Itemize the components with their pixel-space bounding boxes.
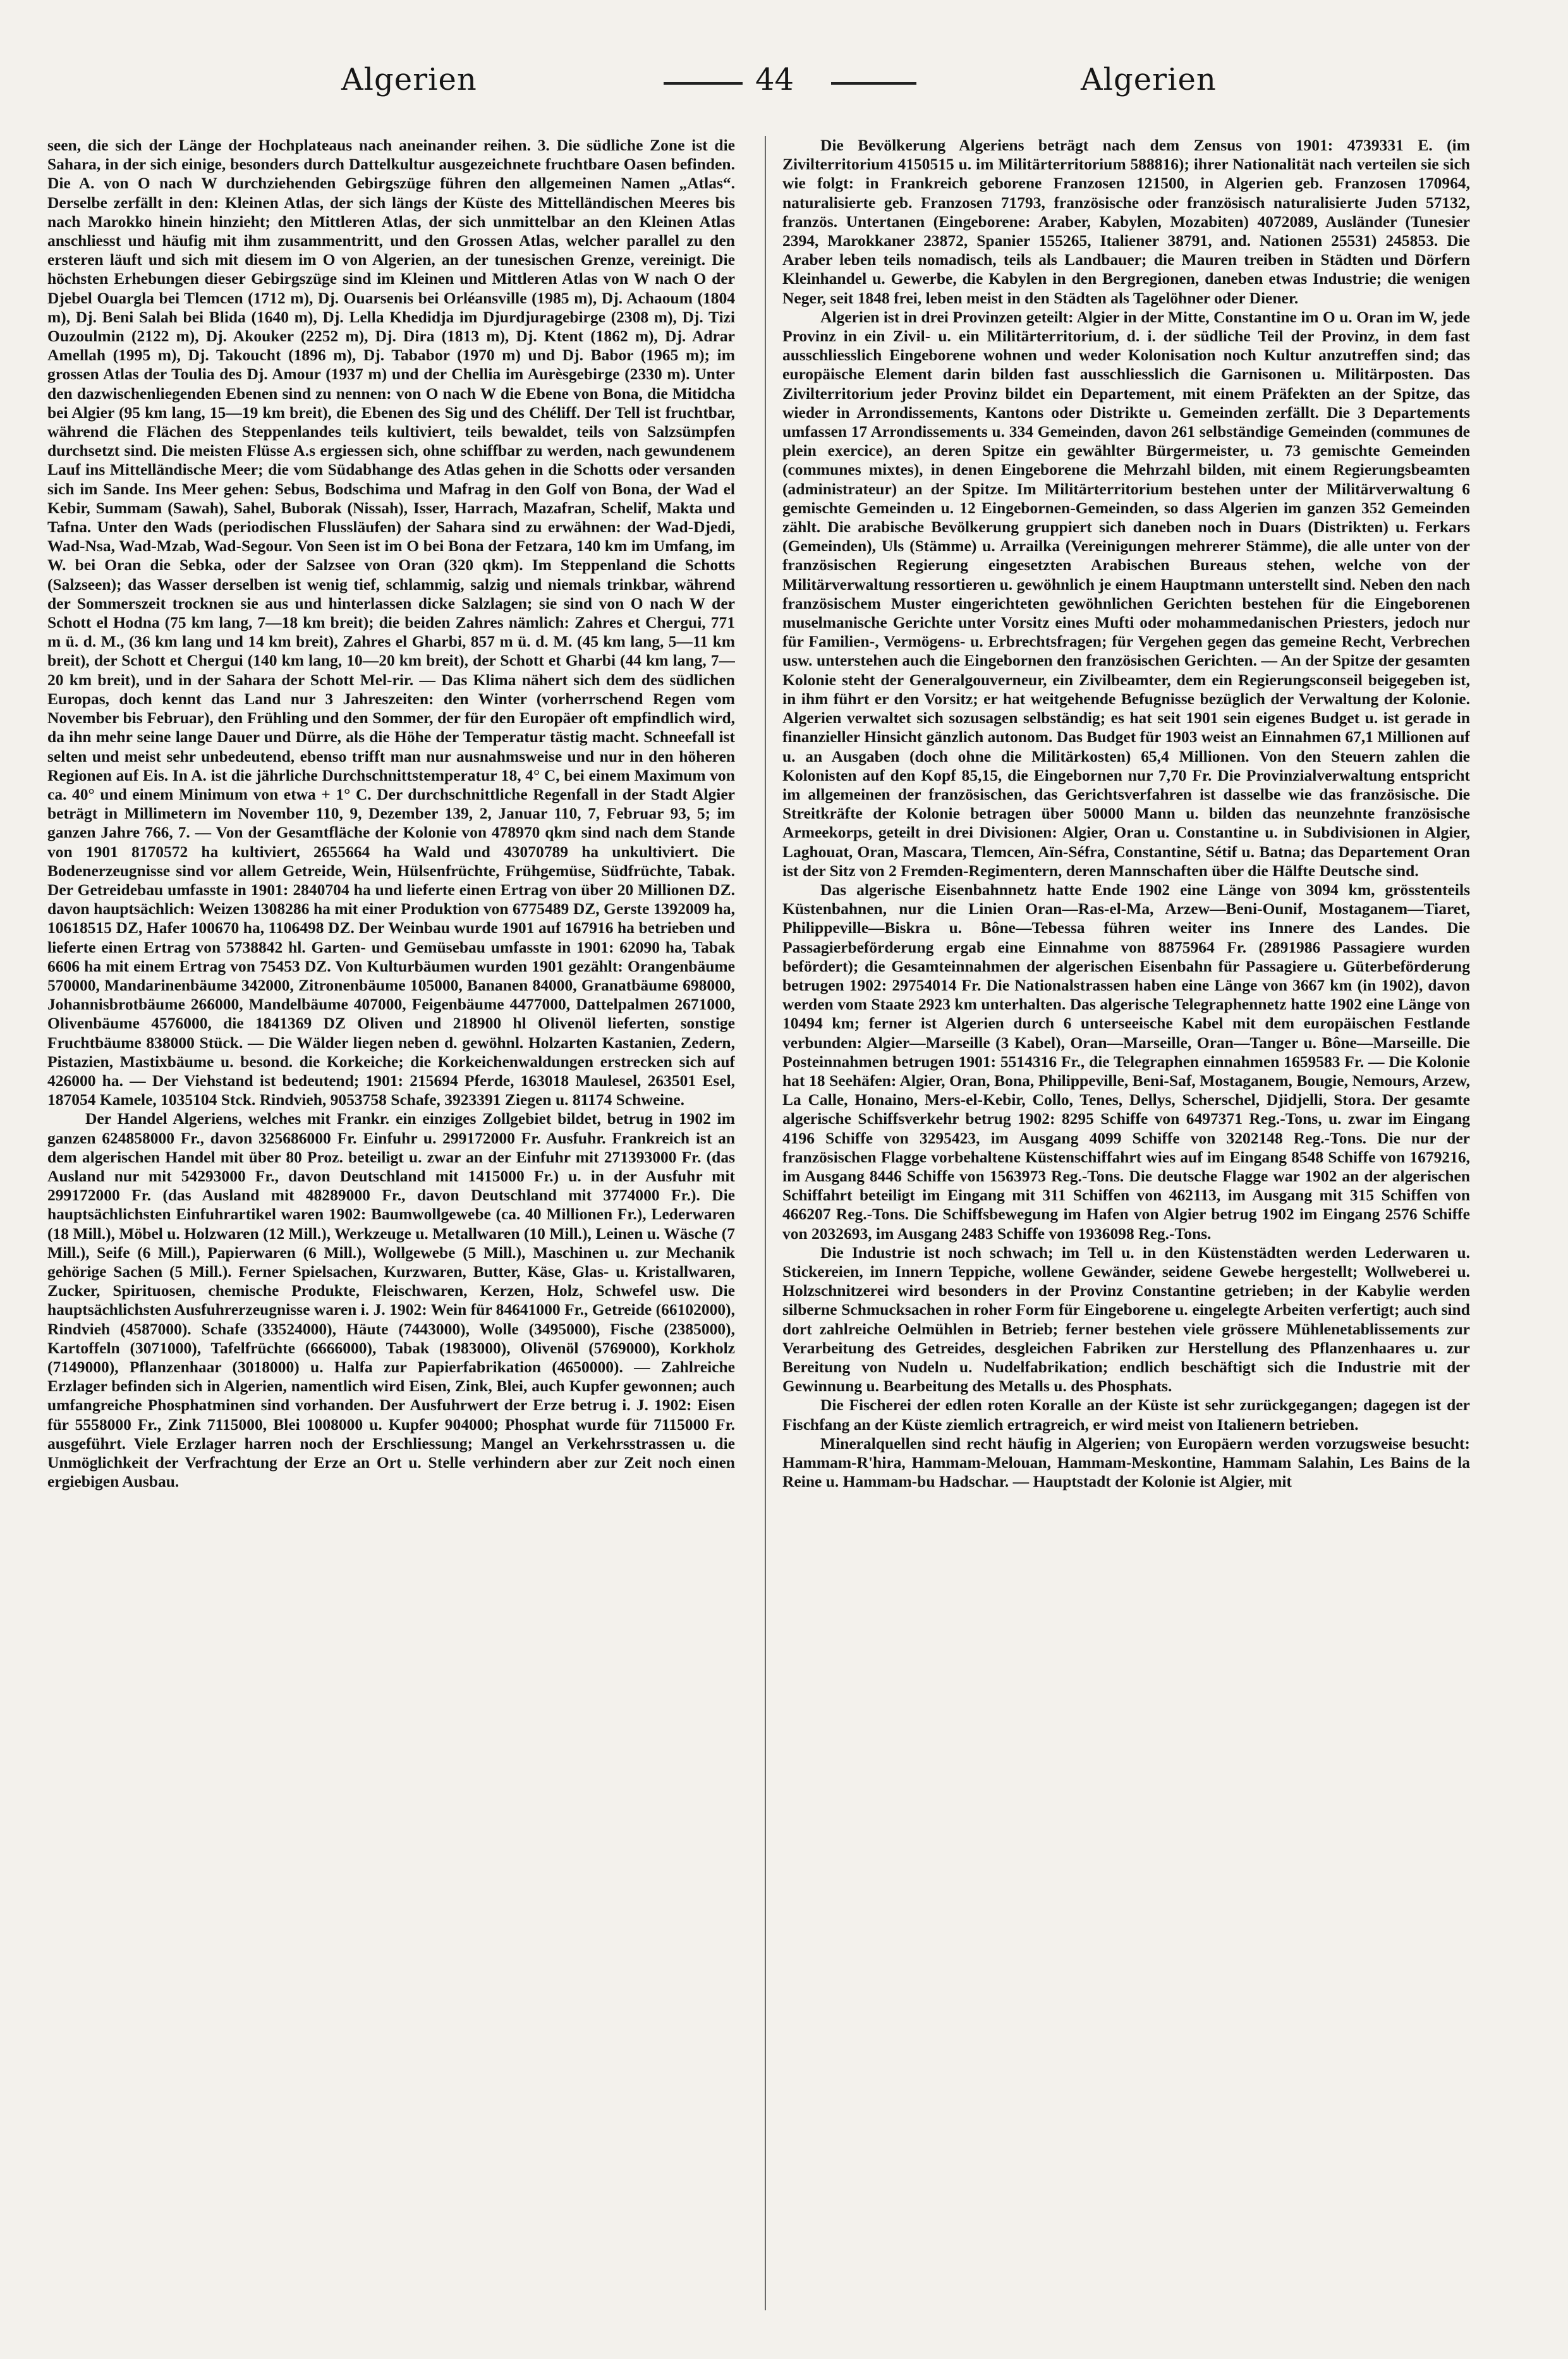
paragraph-geography-climate-agriculture: seen, die sich der Länge der Hochplateaus nach aneinander reihen. 3. Die südliche Zone ist die Sahara, in der sich einige, besonders durch Dattelkultur ausgezeichnete fruchtbare Oasen befinden. Die A. von O nach W durchziehenden Gebirgszüge führen den allgemeinen Namen „Atlas“. Derselbe zerfällt in den: Kleinen Atlas, der sich längs der Küste des Mittelländischen Meeres bis nach Marokko hinein hinzieht; den Mittleren Atlas, der sich unmittelbar an den Kleinen Atlas anschliesst und häufig mit ihm zusammentritt, und den Grossen Atlas, welcher parallel zu den ersteren läuft und sich mit diesem im O von Algerien, an der tunesischen Grenze, vereinigt. Die höchsten Erhebungen dieser Gebirgszüge sind im Kleinen und Mittleren Atlas von W nach O der Djebel Ouargla bei Tlemcen (1712 m), Dj. Ouarsenis bei Orléansville (1985 m), Dj. Achaoum (1804 m), Dj. Beni Salah bei Blida (1640 m), Dj. Lella Khedidja im Djurdjuragebirge (2308 m), Dj. Tizi Ouzoulmin (2122 m), Dj. Akouker (2252 m), Dj. Dira (1813 m), Dj. Ktent (1862 m), Dj. Adrar Amellah (1995 m), Dj. Takoucht (1896 m), Dj. Tababor (1970 m) und Dj. Babor (1965 m); im grossen Atlas der Toulia des Dj. Amour (1937 m) und der Chellia im Aurèsgebirge (2330 m). Unter den dazwischenliegenden Ebenen sind zu nennen: von O nach W die Ebene von Bona, die Mitidcha bei Algier (95 km lang, 15—19 km breit), die Ebenen des Sig und des Chéliff. Der Tell ist fruchtbar, während die Flächen des Steppenlandes teils kultiviert, teils bewaldet, teils von Salzsümpfen durchsetzt sind. Die meisten Flüsse A.s ergiessen sich, ohne schiffbar zu werden, nach gewundenem Lauf ins Mittelländische Meer; die vom Südabhange des Atlas gehen in die Schotts oder versanden sich im Sande. Ins Meer gehen: Sebus, Bodschima und Mafrag in den Golf von Bona, der Wad el Kebir, Summam (Sawah), Sahel, Buborak (Nissah), Isser, Harrach, Mazafran, Schelif, Makta und Tafna. Unter den Wads (periodischen Flussläufen) der Sahara sind zu erwähnen: der Wad-Djedi, Wad-Nsa, Wad-Mzab, Wad-Segour. Von Seen ist im O bei Bona der Fetzara, 140 km im Umfang, im W. bei Oran die Sebka, oder der Salzsee von Oran (320 qkm). Im Steppenland die Schotts (Salzseen); das Wasser derselben ist wenig tief, schlammig, salzig und niemals trinkbar, während der Sommerszeit trocknen sie aus und hinterlassen dicke Salzlagen; sie sind von O nach W der Schott el Hodna (75 km lang, 7—18 km breit); die beiden Zahres nämlich: Zahres et Chergui, 771 m ü. d. M., (36 km lang und 14 km breit), Zahres el Gharbi, 857 m ü. d. M. (45 km lang, 5—11 km breit), der Schott et Chergui (140 km lang, 10—20 km breit), der Schott et Gharbi (44 km lang, 7—20 km breit), und in der Sahara der Schott Mel-rir. — Das Klima nähert sich dem des südlichen Europas, doch kennt das Land nur 3 Jahreszeiten: den Winter (vorherrschend Regen vom November bis Februar), den Frühling und den Sommer, der für den Europäer oft empfindlich wird, da ihn mehr seine lange Dauer und Dürre, als die Höhe der Temperatur tästig macht. Schneefall ist selten und meist sehr unbedeutend, ebenso trifft man nur ausnahmsweise und nur in den höheren Regionen auf Eis. In A. ist die jährliche Durchschnittstemperatur 18, 4° C, bei einem Maximum von ca. 40° und einem Minimum von etwa + 1° C. Der durchschnittliche Regenfall in der Stadt Algier beträgt in Millimetern im November 110, 9, Dezember 139, 2, Januar 110, 7, Februar 93, 5; im ganzen Jahre 766, 7. — Von der Gesamtfläche der Kolonie von 478970 qkm sind nach dem Stande von 1901 8170572 ha kultiviert, 2655664 ha Wald und 43070789 ha unkultiviert. Die Bodenerzeugnisse sind vor allem Getreide, Wein, Hülsenfrüchte, Frühgemüse, Südfrüchte, Tabak. Der Getreidebau umfasste in 1901: 2840704 ha und lieferte einen Ertrag von über 20 Millionen DZ. davon hauptsächlich: Weizen 1308286 ha mit einer Produktion von 6775489 DZ, Gerste 1392009 ha, 10618515 DZ, Hafer 100670 ha, 1106498 DZ. Der Weinbau wurde 1901 auf 167916 ha betrieben und lieferte einen Ertrag von 5738842 hl. Garten- und Gemüsebau umfasste in 1901: 62090 ha, Tabak 6606 ha mit einem Ertrag von 75453 DZ. Von Kulturbäumen wurden 1901 gezählt: Orangenbäume 570000, Mandarinenbäume 342000, Zitronenbäume 105000, Bananen 84000, Granatbäume 698000, Johannisbrotbäume 266000, Mandelbäume 407000, Feigenbäume 4477000, Dattelpalmen 2671000, Olivenbäume 4576000, die 1841369 DZ Oliven und 218900 hl Olivenöl lieferten, sonstige Fruchtbäume 838000 Stück. — Die Wälder liegen neben d. gewöhnl. Holzarten Kastanien, Zedern, Pistazien, Mastixbäume u. besond. die Korkeiche; die Korkeichenwaldungen erstrecken sich auf 426000 ha. — Der Viehstand ist bedeutend; 1901: 215694 Pferde, 163018 Maulesel, 263501 Esel, 187054 Kamele, 1035104 Stck. Rindvieh, 9053758 Schafe, 3923391 Ziegen u. 81174 Schweine.: [47, 136, 735, 1109]
header-rule-left: [664, 82, 743, 85]
paragraph-fishery: Die Fischerei der edlen roten Koralle an der Küste ist sehr zurückgegangen; dagegen ist der Fischfang an der Küste ziemlich ertragreich, er wird meist von Italienern betrieben.: [782, 1396, 1470, 1434]
paragraph-trade: Der Handel Algeriens, welches mit Frankr. ein einziges Zollgebiet bildet, betrug in 1902 im ganzen 624858000 Fr., davon 325686000 Fr. Einfuhr u. 299172000 Fr. Ausfuhr. Frankreich ist an dem algerischen Handel mit über 80 Proz. beteiligt u. zwar an der Einfuhr mit 271393000 Fr. (das Ausland nur mit 54293000 Fr., davon Deutschland mit 1415000 Fr.) u. in der Ausfuhr mit 299172000 Fr. (das Ausland mit 48289000 Fr., davon Deutschland mit 3774000 Fr.). Die hauptsächlichsten Einfuhrartikel waren 1902: Baumwollgewebe (ca. 40 Millionen Fr.), Lederwaren (18 Mill.), Möbel u. Holzwaren (12 Mill.), Werkzeuge u. Metallwaren (10 Mill.), Leinen u. Wäsche (7 Mill.), Seife (6 Mill.), Papierwaren (6 Mill.), Wollgewebe (5 Mill.), Maschinen u. zur Mechanik gehörige Sachen (5 Mill.). Ferner Spielsachen, Kurzwaren, Butter, Käse, Glas- u. Kristallwaren, Zucker, Spirituosen, chemische Produkte, Fleischwaren, Kerzen, Holz, Schwefel usw. Die hauptsächlichsten Ausfuhrerzeugnisse waren i. J. 1902: Wein für 84641000 Fr., Getreide (66102000), Rindvieh (4587000). Schafe (33524000), Häute (7443000), Wolle (3495000), Fische (2385000), Kartoffeln (3071000), Tafelfrüchte (6666000), Tabak (1983000), Olivenöl (5769000), Korkholz (7149000), Pflanzenhaar (3018000) u. Halfa zur Papierfabrikation (4650000). — Zahlreiche Erzlager befinden sich in Algerien, namentlich wird Eisen, Zink, Blei, auch Kupfer gewonnen; auch umfangreiche Phosphatminen sind vorhanden. Der Ausfuhrwert der Erze betrug i. J. 1902: Eisen für 5558000 Fr., Zink 7115000, Blei 1008000 u. Kupfer 904000; Phosphat wurde für 7115000 Fr. ausgeführt. Viele Erzlager harren noch der Erschliessung; Mangel an Verkehrsstrassen u. die Unmöglichkeit der Verfrachtung der Erze an Ort u. Stelle verhindern aber zur Zeit noch einen ergiebigen Ausbau.: [47, 1109, 735, 1491]
header-left-title: Algerien: [341, 62, 477, 97]
right-column: [782, 136, 1470, 2310]
paragraph-mineral-springs: Mineralquellen sind recht häufig in Algerien; von Europäern werden vorzugsweise besucht: Hammam-R'hira, Hammam-Melouan, Hammam-Meskontine, Hammam Salahin, Les Bains de la Reine u. Hammam-bu Hadschar. — Hauptstadt der Kolonie ist Algier, mit: [782, 1434, 1470, 1491]
paragraph-population: Die Bevölkerung Algeriens beträgt nach dem Zensus von 1901: 4739331 E. (im Zivilterritorium 4150515 u. im Militärterritorium 588816); ihrer Nationalität nach verteilen sie sich wie folgt: in Frankreich geborene Franzosen 121500, in Algerien geb. Franzosen 170964, naturalisierte geb. Franzosen 71793, französische oder französisch naturalisierte Juden 57132, französ. Untertanen (Eingeborene: Araber, Kabylen, Mozabiten) 4072089, Ausländer (Tunesier 2394, Marokkaner 23872, Spanier 155265, Italiener 38791, and. Nationen 25531) 245853. Die Araber leben teils nomadisch, teils als Landbauer; die Mauren treiben in Städten und Dörfern Kleinhandel u. Gewerbe, die Kabylen in den Bergregionen, daneben etwas Industrie; die wenigen Neger, seit 1848 frei, leben meist in den Städten als Tagelöhner oder Diener.: [782, 136, 1470, 307]
paragraph-industry: Die Industrie ist noch schwach; im Tell u. in den Küstenstädten werden Lederwaren u. Stickereien, im Innern Teppiche, wollene Gewänder, seidene Gewebe hergestellt; Wollweberei u. Holzschnitzerei wird besonders in der Provinz Constantine getrieben; in der Kabylie werden silberne Schmucksachen in roher Form für Eingeborene u. eingelegte Arbeiten verfertigt; auch sind dort zahlreiche Oelmühlen in Betrieb; ferner bestehen viele grössere Mühlenetablissements zur Verarbeitung des Getreides, desgleichen Fabriken zur Herstellung des Pflanzenhaares u. zur Bereitung von Nudeln u. Nudelfabrikation; endlich beschäftigt sich die Industrie mit der Gewinnung u. Bearbeitung des Metalls u. des Phosphats.: [782, 1243, 1470, 1396]
left-column: [47, 136, 735, 2310]
running-header: [44, 56, 1220, 113]
paragraph-transport: Das algerische Eisenbahnnetz hatte Ende 1902 eine Länge von 3094 km, grösstenteils Küstenbahnen, nur die Linien Oran—Ras-el-Ma, Arzew—Beni-Ounif, Mostaganem—Tiaret, Philippeville—Biskra u. Bône—Tebessa führen weiter ins Innere des Landes. Die Passagierbeförderung ergab eine Einnahme von 8875964 Fr. (2891986 Passagiere wurden befördert); die Gesamteinnahmen der algerischen Eisenbahn für Passagiere u. Güterbeförderung betrugen 1902: 29754014 Fr. Die Nationalstrassen haben eine Länge von 3667 km (in 1902), davon werden vom Staate 2923 km unterhalten. Das algerische Telegraphennetz hatte 1902 eine Länge von 10494 km; ferner ist Algerien durch 6 unterseeische Kabel mit dem europäischen Festlande verbunden: Algier—Marseille (3 Kabel), Oran—Marseille, Oran—Tanger u. Bône—Marseille. Die Posteinnahmen betrugen 1901: 5514316 Fr., die Telegraphen einnahmen 1659583 Fr. — Die Kolonie hat 18 Seehäfen: Algier, Oran, Bona, Philippeville, Beni-Saf, Mostaganem, Bougie, Nemours, Arzew, La Calle, Honaino, Mers-el-Kebir, Collo, Tenes, Dellys, Scherschel, Djidjelli, Stora. Der gesamte algerische Schiffsverkehr betrug 1902: 8295 Schiffe von 6497371 Reg.-Tons, u. zwar im Eingang 4196 Schiffe von 3295423, im Ausgang 4099 Schiffe von 3202148 Reg.-Tons. Die nur der französischen Flagge vorbehaltene Küstenschiffahrt wies auf im Eingang 8548 Schiffe von 1679216, im Ausgang 8446 Schiffe von 1563973 Reg.-Tons. Die deutsche Flagge war 1902 an der algerischen Schiffahrt beteiligt im Eingang mit 311 Schiffen von 462113, im Ausgang mit 315 Schiffen von 466207 Reg.-Tons. Die Schiffsbewegung im Hafen von Algier betrug 1902 im Eingang 2576 Schiffe von 2032693, im Ausgang 2483 Schiffe von 1936098 Reg.-Tons.: [782, 880, 1470, 1243]
header-rule-right: [831, 82, 916, 85]
column-divider: [765, 136, 766, 2310]
header-right-title: Algerien: [1081, 62, 1217, 97]
page-number: 44: [755, 62, 794, 97]
paragraph-administration: Algerien ist in drei Provinzen geteilt: Algier in der Mitte, Constantine im O u. Oran im W, jede Provinz in ein Zivil- u. ein Militärterritorium, d. i. der südliche Teil der Provinz, in dem fast ausschliesslich Eingeborene wohnen und weder Kolonisation noch Kultur anzutreffen sind; das europäische Element darin bilden fast ausschliesslich die Garnisonen u. Militärposten. Das Zivilterritorium jeder Provinz bildet ein Departement, mit einem Präfekten an der Spitze, das wieder in Arrondissements, Kantons oder Distrikte u. Gemeinden zerfällt. Die 3 Departements umfassen 17 Arrondissements u. 334 Gemeinden, davon 261 selbständige Gemeinden (communes de plein exercice), an deren Spitze ein gewählter Bürgermeister, u. 73 gemischte Gemeinden (communes mixtes), in denen Eingeborene die Mehrzahl bilden, mit einem Regierungsbeamten (administrateur) an der Spitze. Im Militärterritorium bestehen unter der Militärverwaltung 6 gemischte Gemeinden u. 12 Eingebornen-Gemeinden, so dass Algerien im ganzen 352 Gemeinden zählt. Die arabische Bevölkerung gruppiert sich daneben noch in Duars (Distrikten) u. Ferkars (Gemeinden), Uls (Stämme) u. Arrailka (Vereinigungen mehrerer Stämme), die alle unter von der französischen Regierung eingesetzten Arabischen Bureaus stehen, welche von der Militärverwaltung ressortieren u. gewöhnlich je einem Hauptmann unterstellt sind. Neben den nach französischem Muster eingerichteten gewöhnlichen Gerichten bestehen für die Eingeborenen muselmanische Gerichte unter Vorsitz eines Mufti oder mohammedanischen Priesters, jedoch nur für Familien-, Vermögens- u. Erbrechtsfragen; für Vergehen gegen das gemeine Recht, Verbrechen usw. unterstehen auch die Eingebornen den französischen Gerichten. — An der Spitze der gesamten Kolonie steht der Generalgouverneur, ein Zivilbeamter, dem ein Regierungsconseil beigegeben ist, in ihm führt er den Vorsitz; er hat weitgehende Befugnisse bezüglich der Verwaltung der Kolonie. Algerien verwaltet sich sozusagen selbständig; es hat seit 1901 sein eigenes Budget u. ist gerade in finanzieller Hinsicht gänzlich autonom. Das Budget für 1903 weist an Einnahmen 67,1 Millionen auf u. an Ausgaben (doch ohne die Militärkosten) 65,4 Millionen. Von den Steuern zahlen die Kolonisten auf den Kopf 85,15, die Eingebornen nur 7,70 Fr. Die Provinzialverwaltung entspricht im allgemeinen der französischen, das Gerichtsverfahren ist dasselbe wie das französische. Die Streitkräfte der Kolonie betragen über 50000 Mann u. bilden das neunzehnte französische Armeekorps, geteilt in drei Divisionen: Algier, Oran u. Constantine u. in Subdivisionen in Algier, Laghouat, Oran, Mascara, Tlemcen, Aïn-Séfra, Constantine, Sétif u. Batna; das Departement Oran ist der Sitz von 2 Fremden-Regimentern, deren Mannschaften über die Hälfte Deutsche sind.: [782, 307, 1470, 880]
